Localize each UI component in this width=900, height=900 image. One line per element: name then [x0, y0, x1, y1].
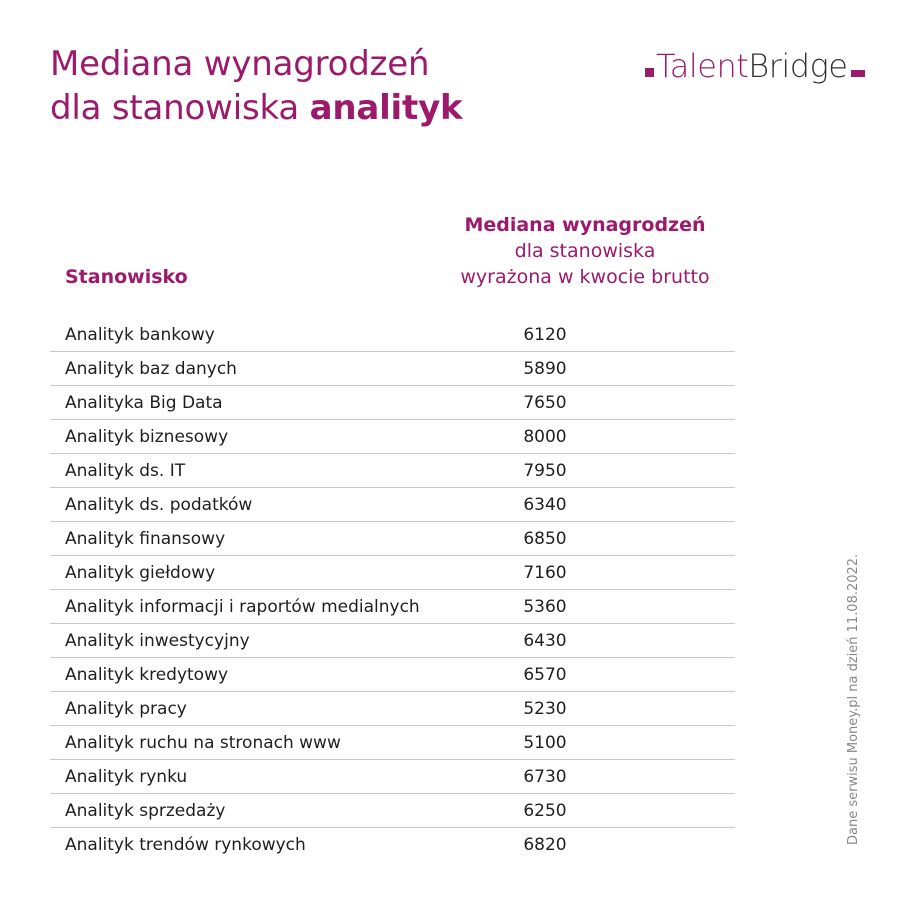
position-name: Analityk trendów rynkowych	[65, 834, 306, 855]
position-name: Analityk giełdowy	[65, 562, 216, 583]
position-name: Analityk sprzedaży	[65, 800, 226, 821]
table-row	[50, 624, 735, 658]
median-salary-value: 7950	[523, 460, 567, 481]
position-name: Analityk ds. podatków	[65, 494, 253, 515]
logo-talent: Talent	[656, 47, 749, 85]
table-row	[50, 726, 735, 760]
median-salary-value: 5890	[523, 358, 567, 379]
median-salary-value: 5230	[523, 698, 567, 719]
table-row	[50, 556, 735, 590]
table-row	[50, 420, 735, 454]
position-name: Analityk rynku	[65, 766, 188, 787]
position-name: Analityk ruchu na stronach www	[65, 732, 341, 753]
column-header-median-line1: Mediana wynagrodzeń	[464, 214, 706, 236]
median-salary-value: 6250	[523, 800, 567, 821]
table-row	[50, 590, 735, 624]
position-name: Analityk bankowy	[65, 324, 215, 345]
median-salary-value: 7160	[523, 562, 567, 583]
table-row	[50, 352, 735, 386]
position-name: Analityk biznesowy	[65, 426, 229, 447]
table-row	[50, 318, 735, 352]
median-salary-value: 6570	[523, 664, 567, 685]
position-name: Analityk pracy	[65, 698, 187, 719]
median-salary-value: 6820	[523, 834, 567, 855]
table-row	[50, 828, 735, 861]
position-name: Analityk ds. IT	[65, 460, 186, 481]
title-line-2	[50, 86, 462, 130]
column-header-median	[430, 212, 740, 290]
title-line-2-regular: dla stanowiska	[50, 88, 310, 128]
median-salary-value: 6850	[523, 528, 567, 549]
median-salary-value: 6120	[523, 324, 567, 345]
position-name: Analityk informacji i raportów medialnych	[65, 596, 420, 617]
position-name: Analityk finansowy	[65, 528, 226, 549]
column-header-median-line3: wyrażona w kwocie brutto	[460, 266, 710, 288]
median-salary-value: 6340	[523, 494, 567, 515]
position-name: Analityk baz danych	[65, 358, 237, 379]
page-title	[50, 42, 462, 130]
salary-table	[50, 318, 735, 861]
column-header-position: Stanowisko	[65, 266, 188, 288]
table-row	[50, 454, 735, 488]
table-row	[50, 658, 735, 692]
median-salary-value: 5360	[523, 596, 567, 617]
position-name: Analityk kredytowy	[65, 664, 229, 685]
table-row	[50, 692, 735, 726]
table-row	[50, 386, 735, 420]
position-name: Analityk inwestycyjny	[65, 630, 250, 651]
median-salary-value: 6730	[523, 766, 567, 787]
median-salary-value: 5100	[523, 732, 567, 753]
table-row	[50, 760, 735, 794]
logo-square-right-icon	[851, 70, 865, 77]
table-row	[50, 488, 735, 522]
logo-square-left-icon	[645, 68, 654, 77]
table-row	[50, 522, 735, 556]
talentbridge-logo	[645, 46, 865, 86]
median-salary-value: 8000	[523, 426, 567, 447]
title-line-1: Mediana wynagrodzeń	[50, 44, 430, 84]
logo-bridge: Bridge	[748, 47, 848, 85]
median-salary-value: 6430	[523, 630, 567, 651]
position-name: Analityka Big Data	[65, 392, 223, 413]
title-line-2-bold: analityk	[309, 88, 463, 128]
column-header-median-line2: dla stanowiska	[514, 240, 656, 262]
source-note: Dane serwisu Money.pl na dzień 11.08.2022.	[846, 553, 861, 845]
median-salary-value: 7650	[523, 392, 567, 413]
table-row	[50, 794, 735, 828]
